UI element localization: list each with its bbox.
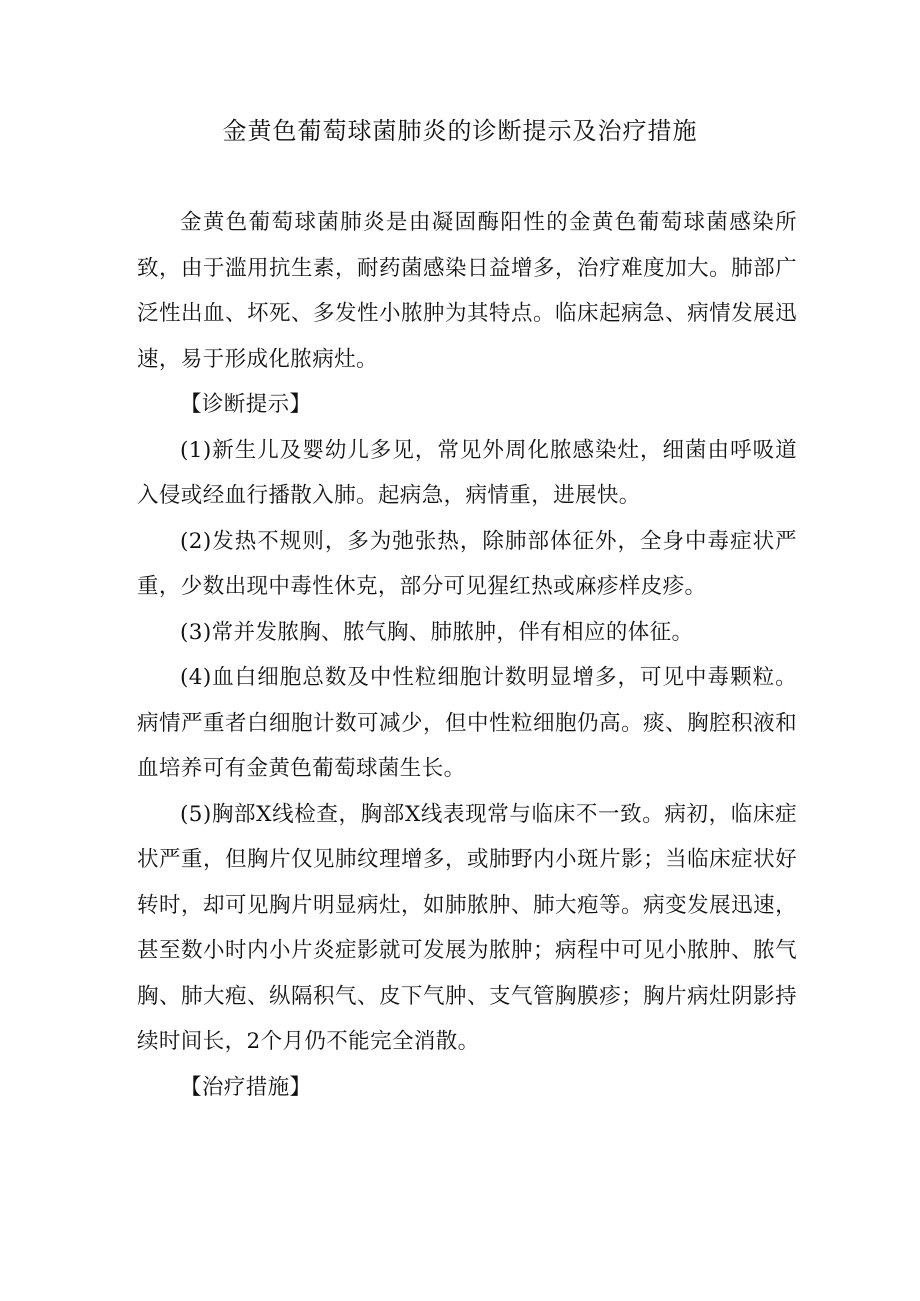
diagnosis-item-1: (1)新生儿及婴幼儿多见，常见外周化脓感染灶，细菌由呼吸道入侵或经血行播散入肺。起病急，病情重，进展快。 <box>137 437 797 508</box>
diagnosis-item-5: (5)胸部X线检查，胸部X线表现常与临床不一致。病初，临床症状严重，但胸片仅见肺纹理增多，或肺野内小斑片影；当临床症状好转时，却可见胸片明显病灶，如肺脓肿、肺大疱等。病变发展迅速，甚至数小时内小片炎症影就可发展为脓肿；病程中可见小脓肿、脓气胸、肺大疱、纵隔积气、皮下气肿、支气管胸膜疹；胸片病灶阴影持续时间长，2个月仍不能完全消散。 <box>137 801 797 1054</box>
treatment-heading: 【治疗措施】 <box>180 1074 312 1100</box>
diagnosis-item-2: (2)发热不规则，多为弛张热，除肺部体征外，全身中毒症状严重，少数出现中毒性休克，部分可见猩红热或麻疹样皮疹。 <box>137 528 797 599</box>
diagnosis-item-4: (4)血白细胞总数及中性粒细胞计数明显增多，可见中毒颗粒。病情严重者白细胞计数可减少，但中性粒细胞仍高。痰、胸腔积液和血培养可有金黄色葡萄球菌生长。 <box>137 665 797 781</box>
diagnosis-heading: 【诊断提示】 <box>180 392 312 417</box>
diagnosis-item-3: (3)常并发脓胸、脓气胸、肺脓肿，伴有相应的体征。 <box>180 619 694 645</box>
document-body <box>137 200 797 1110</box>
document-title: 金黄色葡萄球菌肺炎的诊断提示及治疗措施 <box>222 117 698 145</box>
intro-paragraph: 金黄色葡萄球菌肺炎是由凝固酶阳性的金黄色葡萄球菌感染所致，由于滥用抗生素，耐药菌感染日益增多，治疗难度加大。肺部广泛性出血、坏死、多发性小脓肿为其特点。临床起病急、病情发展迅速，易于形成化脓病灶。 <box>137 210 797 372</box>
